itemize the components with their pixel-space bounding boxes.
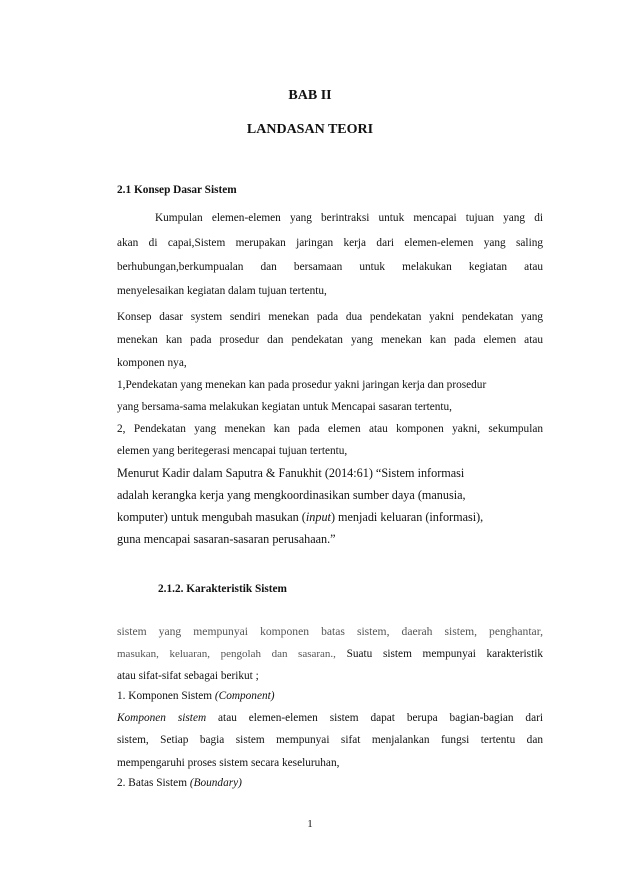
para2-line: yang bersama-sama melakukan kegiatan untuk Mencapai sasaran tertentu, [117,401,453,413]
chapter-number: BAB II [288,88,332,103]
para3-gray-text: masukan, keluaran, pengolah dan sasaran., [117,648,336,660]
item1-line: sistem, Setiap bagia sistem mempunyai sifat menjalankan fungsi tertentu dan [117,734,543,746]
chapter-title: LANDASAN TEORI [246,122,374,137]
para3-line: sistem yang mempunyai komponen batas sistem, daerah sistem, penghantar, [117,625,543,638]
quote-text: komputer) untuk mengubah masukan ( [117,510,306,524]
para3-line [117,647,543,661]
para1-line: menyelesaikan kegiatan dalam tujuan tertentu, [117,285,327,297]
quote-line [117,510,543,524]
quote-line: Menurut Kadir dalam Saputra & Fanukhit (2014:61) “Sistem informasi [117,466,465,480]
section-heading: 2.1 Konsep Dasar Sistem [117,184,237,196]
subsection-heading: 2.1.2. Karakteristik Sistem [158,583,287,595]
item1-italic: Komponen sistem [117,712,207,724]
quote-line: adalah kerangka kerja yang mengkoordinasikan sumber daya (manusia, [117,488,466,502]
para2-line: 2, Pendekatan yang menekan kan pada elemen atau komponen yakni, sekumpulan [117,423,543,435]
item1-line [117,711,543,725]
list-item-heading [117,776,543,790]
quote-italic: input [305,510,331,524]
para1-line: berhubungan,berkumpualan dan bersamaan untuk melakukan kegiatan atau [117,261,543,273]
para2-line: elemen yang beritegerasi mencapai tujuan tertentu, [117,445,348,457]
page-number: 1 [307,818,313,830]
para3-line: atau sifat-sifat sebagai berikut ; [117,670,259,682]
list-item-heading [117,689,543,703]
list-item-italic: (Component) [214,690,275,702]
list-item-label: 1. Komponen Sistem [117,690,215,702]
list-item-label: 2. Batas Sistem [117,777,190,789]
para3-text: Suatu sistem mempunyai karakteristik [335,648,543,660]
item1-line: mempengaruhi proses sistem secara keseluruhan, [117,757,340,769]
list-item-italic: (Boundary) [189,777,242,789]
para2-line: Konsep dasar system sendiri menekan pada dua pendekatan yakni pendekatan yang [117,311,543,323]
para1-line: akan di capai,Sistem merupakan jaringan kerja dari elemen-elemen yang saling [117,237,543,249]
item1-text: atau elemen-elemen sistem dapat berupa bagian-bagian dari [206,712,543,724]
quote-text: ) menjadi keluaran (informasi), [330,510,484,524]
para1-line: Kumpulan elemen-elemen yang berintraksi untuk mencapai tujuan yang di [155,212,543,224]
para2-line: 1,Pendekatan yang menekan kan pada prosedur yakni jaringan kerja dan prosedur [117,379,487,391]
para2-line: menekan kan pada prosedur dan pendekatan yang menekan kan pada elemen atau [117,334,543,346]
para2-line: komponen nya, [117,357,187,369]
quote-line: guna mencapai sasaran-sasaran perusahaan.” [117,532,336,546]
